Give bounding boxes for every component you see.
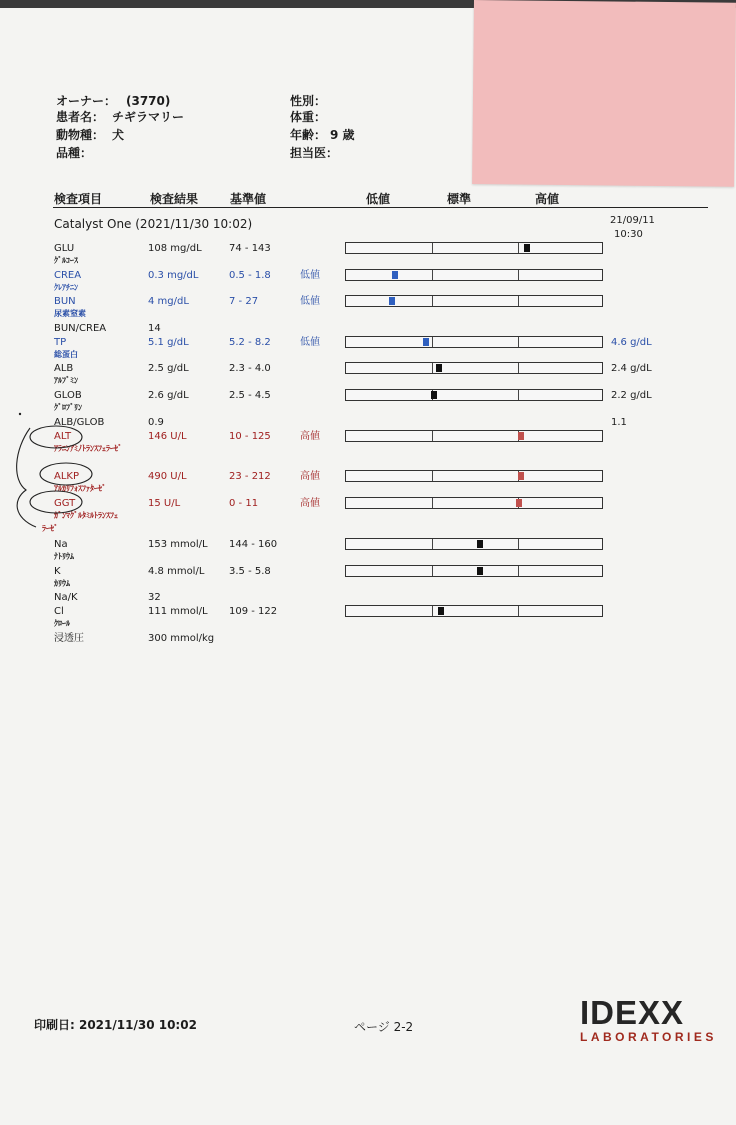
row-result: 2.5 g/dL — [148, 363, 189, 374]
row-subname: ｶﾘｳﾑ — [54, 579, 70, 588]
col-range: 基準値 — [230, 192, 267, 206]
row-name: TP — [54, 337, 67, 348]
patient-value: チギラマリー — [112, 110, 185, 124]
sex-label: 性別： — [290, 94, 327, 108]
row-result: 111 mmol/L — [148, 606, 208, 617]
row-result: 4.8 mmol/L — [148, 566, 205, 577]
row-previous: 1.1 — [611, 417, 627, 428]
row-range: 2.5 - 4.5 — [229, 390, 271, 401]
row-range: 10 - 125 — [229, 431, 271, 442]
row-flag: 低値 — [300, 270, 320, 281]
row-range: 109 - 122 — [229, 606, 278, 617]
patient-label: 患者名： — [56, 110, 105, 124]
breed-label: 品種： — [56, 146, 93, 160]
row-name: ALT — [54, 431, 72, 442]
row-subname-2: ﾗｰｾﾞ — [42, 524, 58, 533]
row-previous: 2.2 g/dL — [611, 390, 652, 401]
row-subname: 総蛋白 — [54, 350, 78, 359]
row-name: ALB — [54, 363, 74, 374]
row-range: 3.5 - 5.8 — [229, 566, 271, 577]
row-subname: ｸﾞﾙｺｰｽ — [54, 256, 78, 265]
row-range: 7 - 27 — [229, 296, 259, 307]
age-value: 9 歳 — [330, 128, 355, 142]
row-result: 14 — [148, 323, 161, 334]
col-normal: 標準 — [447, 192, 472, 206]
row-name: CREA — [54, 270, 82, 281]
logo-name: IDEXX — [580, 994, 685, 1031]
circle-alt — [30, 426, 82, 448]
col-item: 検査項目 — [54, 192, 103, 206]
row-subname: ｱﾗﾆﾝｱﾐﾉﾄﾗﾝｽﾌｪﾗｰｾﾞ — [54, 444, 122, 453]
row-range: 23 - 212 — [229, 471, 271, 482]
row-name: GLU — [54, 243, 75, 254]
row-subname: ｸﾞﾛﾌﾞﾘﾝ — [54, 403, 82, 412]
row-name: GGT — [54, 498, 76, 509]
row-range: 0.5 - 1.8 — [229, 270, 271, 281]
row-result: 0.3 mg/dL — [148, 270, 199, 281]
row-previous: 2.4 g/dL — [611, 363, 652, 374]
row-range: 74 - 143 — [229, 243, 271, 254]
prev-time: 10:30 — [614, 229, 643, 240]
row-flag: 高値 — [300, 431, 320, 442]
row-result: 32 — [148, 592, 161, 603]
print-date: 印刷日: 2021/11/30 10:02 — [34, 1018, 197, 1032]
row-name: ALKP — [54, 471, 79, 482]
row-result: 2.6 g/dL — [148, 390, 189, 401]
row-name: Cl — [54, 606, 64, 617]
row-result: 4 mg/dL — [148, 296, 189, 307]
row-range: 5.2 - 8.2 — [229, 337, 271, 348]
row-name: Na/K — [54, 592, 78, 603]
weight-label: 体重： — [290, 110, 327, 124]
prev-date: 21/09/11 — [610, 215, 655, 226]
row-subname: ｶﾞﾝﾏｸﾞﾙﾀﾐﾙﾄﾗﾝｽﾌｪ — [54, 511, 118, 520]
col-high: 高値 — [535, 192, 560, 206]
row-name: BUN/CREA — [54, 323, 107, 334]
row-result: 5.1 g/dL — [148, 337, 189, 348]
analyzer-name: Catalyst One (2021/11/30 10:02) — [54, 217, 253, 231]
species-value: 犬 — [112, 128, 125, 142]
row-result: 153 mmol/L — [148, 539, 208, 550]
row-subname: 尿素窒素 — [54, 309, 86, 318]
col-low: 低値 — [366, 192, 391, 206]
row-name: 浸透圧 — [54, 633, 84, 644]
row-flag: 高値 — [300, 471, 320, 482]
row-range: 0 - 11 — [229, 498, 259, 509]
row-name: ALB/GLOB — [54, 417, 105, 428]
circle-ggt — [30, 491, 82, 513]
row-flag: 高値 — [300, 498, 320, 509]
page-number: ページ 2-2 — [354, 1020, 414, 1034]
row-range: 2.3 - 4.0 — [229, 363, 271, 374]
row-result: 490 U/L — [148, 471, 187, 482]
row-result: 108 mg/dL — [148, 243, 202, 254]
row-subname: ｸﾛｰﾙ — [54, 619, 70, 628]
idexx-logo — [580, 996, 726, 1044]
circle-alkp — [40, 463, 92, 485]
age-label: 年齢： — [290, 128, 327, 142]
row-name: GLOB — [54, 390, 82, 401]
row-result: 300 mmol/kg — [148, 633, 215, 644]
row-name: Na — [54, 539, 68, 550]
row-subname: ｸﾚｱﾁﾆﾝ — [54, 283, 78, 292]
row-subname: ｱﾙﾌﾞﾐﾝ — [54, 376, 78, 385]
owner-label: オーナー： — [56, 94, 117, 108]
row-previous: 4.6 g/dL — [611, 337, 652, 348]
row-subname: ﾅﾄﾘｳﾑ — [54, 552, 74, 561]
row-subname: ｱﾙｶﾘﾌｫｽﾌｧﾀｰｾﾞ — [54, 484, 106, 493]
row-result: 0.9 — [148, 417, 164, 428]
species-label: 動物種： — [56, 128, 105, 142]
row-result: 15 U/L — [148, 498, 181, 509]
row-range: 144 - 160 — [229, 539, 278, 550]
row-name: K — [54, 566, 61, 577]
row-result: 146 U/L — [148, 431, 187, 442]
row-flag: 低値 — [300, 296, 320, 307]
owner-value: (3770) — [126, 94, 171, 108]
col-result: 検査結果 — [150, 192, 199, 206]
logo-sub: LABORATORIES — [580, 1030, 717, 1044]
pen-dot — [19, 413, 21, 415]
row-name: BUN — [54, 296, 76, 307]
vet-label: 担当医： — [290, 146, 339, 160]
row-flag: 低値 — [300, 337, 320, 348]
